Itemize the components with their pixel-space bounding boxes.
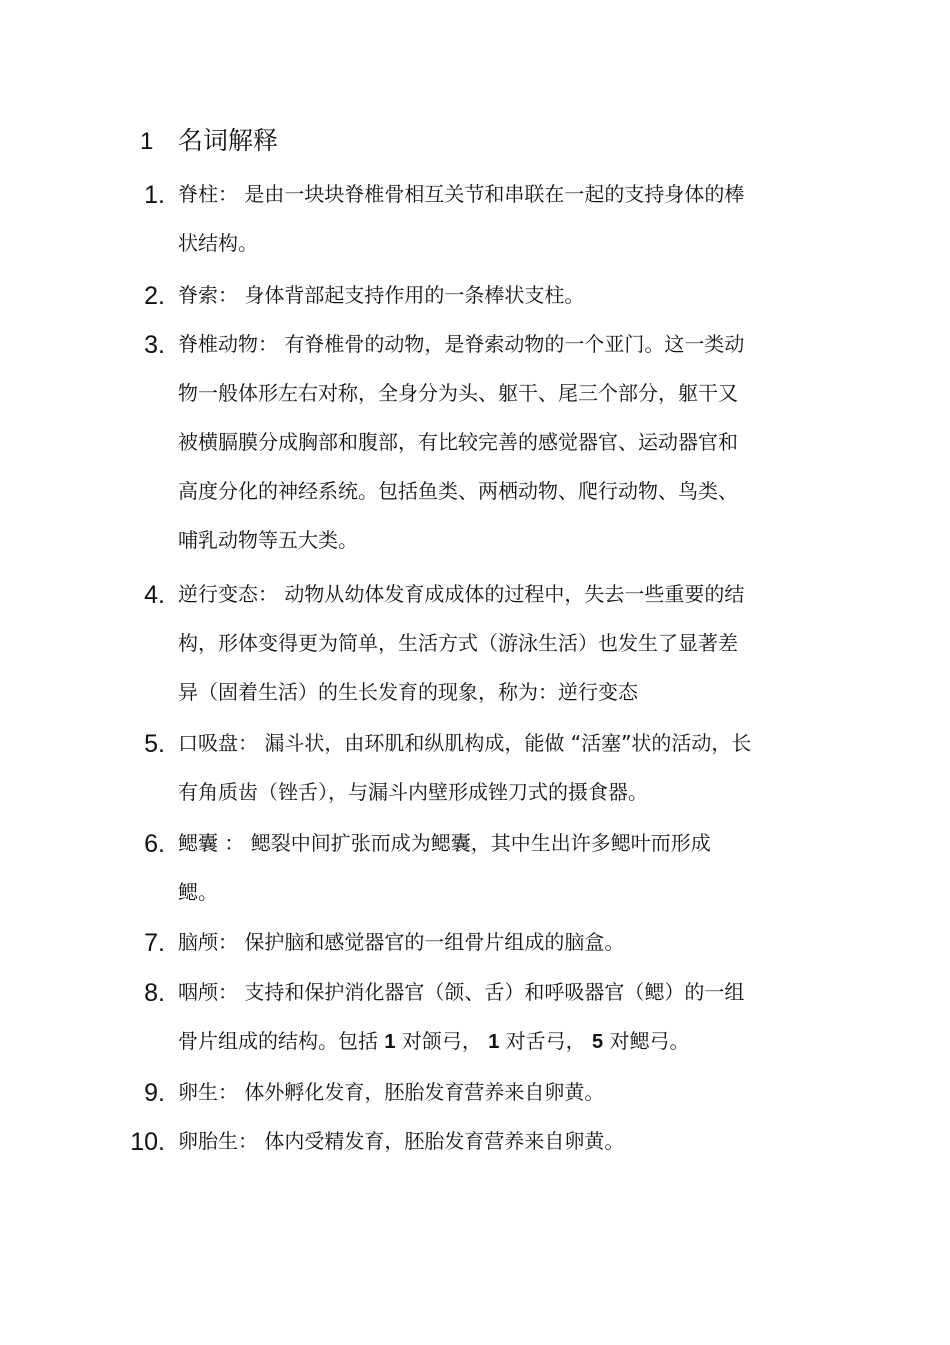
item-line: 哺乳动物等五大类。: [178, 528, 358, 552]
item-line: 异（固着生活）的生长发育的现象，称为：逆行变态: [178, 680, 638, 704]
item-line-segment: 骨片组成的结构。包括: [178, 1029, 385, 1053]
item-line: 脑颅： 保护脑和感觉器官的一组骨片组成的脑盒。: [178, 930, 625, 954]
item-text: [178, 570, 818, 717]
item-number: 8.: [144, 979, 165, 1007]
item-text: [178, 1068, 818, 1117]
item-line: 鳃。: [178, 880, 218, 904]
count-number: 1: [384, 1031, 396, 1053]
item-text: [178, 170, 818, 268]
item-line-segment: 对颌弓，: [395, 1029, 489, 1053]
item-text: [178, 271, 818, 320]
item-line-segment: 对舌弓，: [499, 1029, 593, 1053]
item-line: 构，形体变得更为简单，生活方式（游泳生活）也发生了显著差: [178, 631, 738, 655]
item-line: 脊柱： 是由一块块脊椎骨相互关节和串联在一起的支持身体的棒: [178, 182, 745, 206]
item-number: 2.: [144, 282, 165, 310]
item-line: 脊椎动物： 有脊椎骨的动物，是脊索动物的一个亚门。这一类动: [178, 332, 745, 356]
item-line: 状结构。: [178, 231, 258, 255]
section-title: 名词解释: [178, 126, 279, 155]
item-number: 4.: [144, 581, 165, 609]
item-number: 10.: [130, 1128, 165, 1156]
item-number: 7.: [144, 929, 165, 957]
count-number: 1: [488, 1031, 500, 1053]
item-text: [178, 819, 818, 917]
item-number: 3.: [144, 331, 165, 359]
item-line: 被横膈膜分成胸部和腹部，有比较完善的感觉器官、运动器官和: [178, 430, 738, 454]
item-line: 有角质齿（锉舌），与漏斗内壁形成锉刀式的摄食器。: [178, 780, 648, 804]
item-text: [178, 719, 818, 817]
item-number: 6.: [144, 830, 165, 858]
item-line: 卵胎生： 体内受精发育，胚胎发育营养来自卵黄。: [178, 1129, 625, 1153]
item-text: [178, 1117, 818, 1166]
item-number: 5.: [144, 730, 165, 758]
item-line-segment: 对鳃弓。: [603, 1029, 690, 1053]
item-line: 物一般体形左右对称，全身分为头、躯干、尾三个部分，躯干又: [178, 381, 738, 405]
section-heading: [140, 124, 278, 159]
item-number: 9.: [144, 1079, 165, 1107]
item-line: 口吸盘： 漏斗状，由环肌和纵肌构成，能做 “活塞”状的活动，长: [178, 731, 752, 755]
count-number: 5: [592, 1031, 604, 1053]
item-line: 咽颅： 支持和保护消化器官（颌、舌）和呼吸器官（鳃）的一组: [178, 980, 745, 1004]
item-line: 鳃囊 ： 鳃裂中间扩张而成为鳃囊，其中生出许多鳃叶而形成: [178, 831, 711, 855]
item-line: 高度分化的神经系统。包括鱼类、两栖动物、爬行动物、鸟类、: [178, 479, 738, 503]
item-text: [178, 918, 818, 967]
item-line: [178, 1017, 818, 1066]
section-number: 1: [140, 128, 154, 155]
item-line: 脊索： 身体背部起支持作用的一条棒状支柱。: [178, 283, 585, 307]
item-line: 逆行变态： 动物从幼体发育成成体的过程中，失去一些重要的结: [178, 582, 745, 606]
item-text: [178, 968, 818, 1066]
item-line: 卵生： 体外孵化发育，胚胎发育营养来自卵黄。: [178, 1080, 605, 1104]
item-text: [178, 320, 818, 565]
item-number: 1.: [144, 181, 165, 209]
